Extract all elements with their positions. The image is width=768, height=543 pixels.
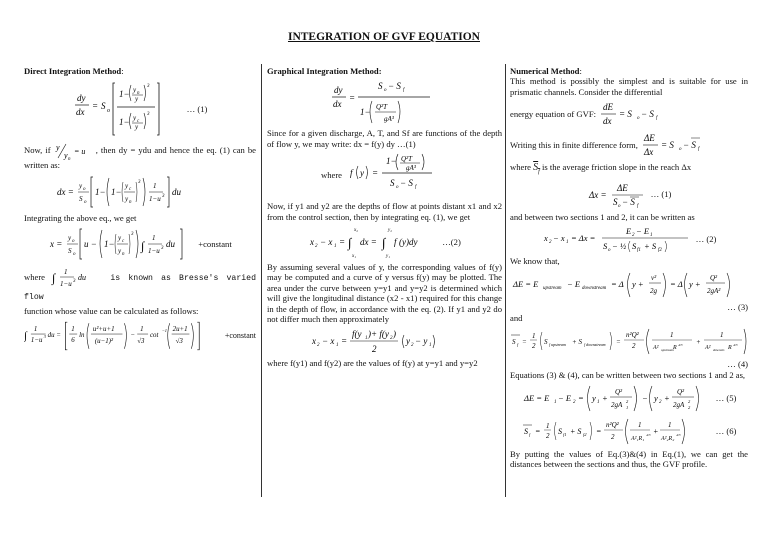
- avg-friction-slope: $S_f$: [533, 162, 540, 176]
- svg-text:y +: y +: [689, 279, 701, 290]
- svg-text:gA³: gA³: [383, 115, 394, 124]
- svg-text:2: 2: [389, 336, 392, 342]
- svg-text:c: c: [129, 186, 132, 192]
- svg-text:n²Q²: n²Q²: [605, 421, 619, 430]
- svg-text:1: 1: [33, 326, 38, 334]
- svg-text:R: R: [728, 345, 732, 352]
- svg-text:+ S: + S: [569, 427, 582, 437]
- heading-colon: :: [579, 66, 582, 76]
- svg-text:y: y: [591, 393, 596, 404]
- svg-text:dx: dx: [603, 116, 612, 127]
- svg-text:o: o: [617, 203, 621, 209]
- text: du and hence the eq. (1) can be written as:: [24, 145, 256, 171]
- svg-text:=: =: [534, 427, 541, 437]
- svg-text:x₁: x₁: [352, 254, 357, 260]
- svg-text:− ½: − ½: [611, 241, 626, 252]
- svg-text:1: 1: [720, 331, 724, 340]
- svg-text:6: 6: [71, 336, 75, 344]
- paragraph: [24, 265, 256, 303]
- paragraph: Equations (3) & (4), can be written between two sections 1 and 2 as,: [510, 369, 746, 380]
- svg-text:f2: f2: [582, 432, 587, 438]
- svg-text:y: y: [653, 393, 658, 404]
- svg-text:y: y: [63, 151, 68, 161]
- svg-text:1: 1: [637, 421, 642, 430]
- text: , then dy = y: [95, 145, 143, 156]
- svg-text:− x: − x: [321, 336, 334, 347]
- svg-text:y: y: [132, 86, 136, 95]
- svg-text:S: S: [612, 196, 618, 207]
- paragraph: and: [510, 312, 523, 323]
- svg-text:n²Q²: n²Q²: [626, 331, 639, 340]
- svg-text:=: =: [616, 338, 621, 347]
- svg-text:Q²T: Q²T: [401, 155, 413, 164]
- paragraph: Now, if y1 and y2 are the depths of flow at points distant x1 and x2 from the control section, then by integrating eq. (1), we get: [267, 201, 502, 222]
- text: Writing this in finite difference form,: [510, 140, 638, 151]
- svg-text:f: f: [517, 342, 519, 348]
- column-numerical-method: [510, 66, 748, 472]
- svg-text:4/3: 4/3: [675, 433, 681, 438]
- svg-text:1−: 1−: [111, 186, 122, 197]
- svg-text:x =: x =: [50, 239, 63, 250]
- svg-text:1−: 1−: [95, 186, 106, 197]
- svg-text:+: +: [652, 427, 659, 437]
- svg-text:o: o: [678, 147, 682, 153]
- svg-text:1−: 1−: [359, 107, 371, 118]
- svg-text:2gA: 2gA: [610, 401, 622, 410]
- svg-text:− x: − x: [320, 237, 333, 248]
- svg-text:− E: − E: [635, 226, 649, 237]
- svg-text:2: 2: [548, 240, 552, 246]
- svg-text:f: f: [697, 147, 700, 153]
- svg-text:dy: dy: [76, 93, 86, 104]
- svg-text:∫: ∫: [141, 239, 145, 254]
- svg-text:dy: dy: [333, 85, 342, 96]
- svg-text:2: 2: [610, 433, 615, 442]
- svg-text:− S: − S: [621, 196, 635, 207]
- svg-text:Δx: Δx: [643, 147, 654, 158]
- text: is known as Bresse's varied flow: [24, 274, 256, 303]
- svg-text:−: −: [130, 332, 135, 340]
- svg-text:3: 3: [131, 232, 134, 238]
- svg-text:S: S: [100, 101, 106, 112]
- svg-text:f(y: f(y: [351, 329, 361, 340]
- svg-text:S: S: [377, 81, 382, 92]
- svg-text:1−u: 1−u: [60, 280, 73, 289]
- svg-text:f: f: [394, 237, 397, 248]
- paragraph: By assuming several values of y, the corresponding values of f(y) may be computed and a curve of y versus f(y) may be plotted. The area under the curve between y=y1 and y=y2 is determined which will give the longitudinal distance (x2 - x1) required for this change in the depth of flow, in accordance with the eq. (2). If y1 and y2 do not differ much then approximately: [267, 262, 502, 325]
- svg-text:ΔE = E: ΔE = E: [513, 279, 539, 290]
- svg-text:n: n: [136, 91, 140, 97]
- svg-text:=: =: [577, 393, 584, 404]
- svg-text:1: 1: [64, 268, 68, 277]
- svg-text:o: o: [84, 199, 87, 205]
- where-label: where: [321, 170, 342, 181]
- svg-text:1: 1: [364, 336, 367, 342]
- svg-text:y: y: [360, 168, 364, 179]
- svg-text:1: 1: [71, 326, 75, 334]
- svg-text:1: 1: [625, 405, 628, 411]
- svg-text:S: S: [79, 194, 83, 203]
- svg-text:4/3: 4/3: [733, 343, 738, 348]
- svg-text:f upstream: f upstream: [549, 342, 566, 348]
- equation-num-2: [510, 225, 748, 253]
- svg-text:du: du: [166, 239, 176, 250]
- svg-text:A²: A²: [653, 345, 659, 352]
- svg-text:E: E: [625, 226, 631, 237]
- equation-num-5: [510, 383, 748, 413]
- equation-tag: … (3): [727, 302, 748, 313]
- svg-text:o: o: [637, 116, 640, 122]
- svg-text:Q²T: Q²T: [375, 103, 387, 112]
- svg-text:x: x: [311, 336, 316, 347]
- svg-text:ΔE: ΔE: [643, 133, 655, 144]
- svg-text:(y)dy: (y)dy: [399, 237, 418, 248]
- svg-text:y: y: [125, 181, 129, 190]
- constant-label: +constant: [198, 239, 232, 250]
- svg-text:1: 1: [670, 331, 674, 340]
- svg-text:o: o: [607, 248, 611, 254]
- svg-text:1: 1: [140, 326, 144, 334]
- text: is the average friction slope in the reach Δx: [541, 162, 692, 173]
- svg-text:− E: − E: [567, 279, 581, 290]
- text: Now, if: [24, 145, 51, 156]
- svg-text:+: +: [663, 393, 670, 404]
- svg-text:− x: − x: [552, 233, 565, 244]
- svg-text:R: R: [673, 345, 677, 352]
- svg-text:o: o: [396, 185, 399, 191]
- paragraph: Integrating the above eq., we get: [24, 212, 137, 223]
- svg-text:∫: ∫: [382, 235, 386, 251]
- column-direct-integration: [24, 66, 256, 356]
- svg-text:1−: 1−: [104, 239, 115, 250]
- svg-text:2: 2: [316, 343, 319, 349]
- svg-text:f: f: [656, 116, 658, 122]
- svg-text:− S: − S: [641, 109, 654, 120]
- paragraph: By putting the values of Eq.(3)&(4) in Eq.(1), we can get the distances between the sections and thus, the GVF profile.: [510, 449, 748, 470]
- equation-tag: … (5): [715, 392, 737, 403]
- svg-text:= S: = S: [660, 140, 674, 151]
- svg-text:2: 2: [410, 343, 413, 349]
- svg-text:1−u: 1−u: [30, 336, 43, 344]
- paragraph: [510, 162, 748, 177]
- svg-text:upstream: upstream: [543, 286, 562, 292]
- column-divider-1: [261, 64, 262, 497]
- svg-text:f1: f1: [562, 432, 567, 438]
- svg-text:√3: √3: [137, 337, 145, 345]
- paragraph: where f(y1) and f(y2) are the values of f(y) at y=y1 and y=y2: [267, 358, 478, 369]
- svg-text:dE: dE: [603, 102, 614, 113]
- svg-text:dx: dx: [332, 99, 341, 110]
- svg-text:v²: v²: [651, 274, 657, 283]
- svg-text:downstream: downstream: [582, 286, 607, 292]
- equation-tag: … (2): [695, 233, 717, 244]
- svg-text:o: o: [73, 252, 76, 258]
- svg-text:): ): [392, 329, 396, 340]
- svg-text:Q²: Q²: [710, 274, 718, 283]
- svg-text:y: y: [134, 123, 138, 132]
- svg-text:S: S: [390, 178, 395, 189]
- svg-text:dx =: dx =: [360, 237, 378, 248]
- equation-finite-diff: [510, 131, 748, 159]
- svg-text:+: +: [696, 338, 701, 347]
- svg-text:ΔE: ΔE: [616, 182, 628, 193]
- svg-text:y: y: [68, 234, 72, 243]
- svg-text:= Δ: = Δ: [670, 279, 683, 290]
- svg-text:− E: − E: [557, 393, 571, 404]
- svg-text:1: 1: [153, 181, 157, 190]
- svg-text:f: f: [415, 185, 417, 191]
- svg-text:S: S: [557, 427, 562, 437]
- svg-text:y: y: [79, 181, 83, 190]
- svg-text:3: 3: [43, 334, 46, 340]
- svg-text:y₂: y₂: [388, 228, 393, 234]
- svg-text:1: 1: [565, 240, 569, 246]
- equation-approx: [267, 327, 502, 355]
- svg-text:∫: ∫: [24, 329, 27, 342]
- svg-text:1−: 1−: [118, 117, 130, 128]
- numerical-method-heading: Numerical Method: [510, 66, 580, 76]
- svg-text:dx: dx: [75, 107, 85, 118]
- svg-text:u²+u+1: u²+u+1: [92, 326, 115, 334]
- svg-text:− S: − S: [400, 178, 413, 189]
- svg-text:2: 2: [658, 400, 662, 406]
- svg-text:Q²: Q²: [676, 388, 684, 397]
- svg-text:∫: ∫: [52, 271, 56, 286]
- svg-text:2: 2: [625, 399, 628, 405]
- svg-text:Q²: Q²: [614, 388, 622, 397]
- direct-method-heading: Direct Integration Method: [24, 66, 122, 76]
- svg-text:gA³: gA³: [406, 164, 416, 173]
- svg-text:+ S: + S: [643, 241, 656, 252]
- paragraph: [24, 142, 256, 170]
- svg-text:dx =: dx =: [57, 186, 74, 197]
- svg-text:y: y: [405, 336, 410, 347]
- svg-text:=: =: [339, 237, 346, 248]
- equation-2: [267, 225, 502, 259]
- svg-text:= Δ: = Δ: [611, 279, 624, 290]
- svg-text:downstr.: downstr.: [713, 348, 725, 353]
- svg-text:upstream: upstream: [661, 348, 674, 353]
- svg-text:du =: du =: [47, 332, 61, 340]
- equation-1: [24, 79, 256, 139]
- svg-text:f: f: [636, 203, 638, 209]
- svg-text:=: =: [522, 338, 527, 347]
- svg-text:=: =: [91, 101, 98, 112]
- svg-text:=: =: [372, 168, 379, 179]
- svg-text:du: du: [78, 273, 87, 283]
- column-divider-2: [505, 64, 506, 497]
- svg-text:x: x: [543, 233, 548, 244]
- svg-text:)+ f(y: )+ f(y: [367, 329, 389, 340]
- svg-text:3: 3: [161, 246, 164, 252]
- svg-text:4/3: 4/3: [678, 343, 683, 348]
- svg-text:S: S: [631, 241, 636, 252]
- svg-text:n: n: [129, 199, 132, 205]
- svg-text:n: n: [122, 252, 125, 258]
- svg-text:1−u: 1−u: [148, 247, 160, 256]
- svg-text:= S: = S: [619, 109, 632, 120]
- page-title: INTEGRATION OF GVF EQUATION: [287, 31, 480, 43]
- svg-text:1−u: 1−u: [149, 194, 161, 203]
- section-heading: [510, 66, 748, 76]
- svg-text:c: c: [122, 239, 125, 245]
- section-heading: [267, 66, 502, 76]
- paragraph: Since for a given discharge, A, T, and Sf are functions of the depth of flow y, we may write: dx = f(y) dy …(1): [267, 128, 502, 149]
- svg-text:1: 1: [545, 422, 550, 431]
- svg-text:x₂: x₂: [354, 228, 359, 234]
- svg-text:x: x: [310, 237, 315, 248]
- svg-text:cot: cot: [150, 332, 159, 340]
- paragraph: and between two sections 1 and 2, it can be written as: [510, 211, 695, 222]
- equation-tag: …(2): [442, 236, 461, 247]
- svg-text:y: y: [125, 194, 129, 203]
- heading-colon: :: [121, 66, 124, 76]
- equation-dx: [24, 174, 256, 210]
- svg-text:+ S: + S: [572, 338, 582, 347]
- svg-text:f: f: [402, 88, 404, 94]
- svg-text:1: 1: [596, 400, 600, 406]
- svg-text:2gA: 2gA: [672, 401, 684, 410]
- svg-text:1: 1: [553, 400, 557, 406]
- svg-text:3: 3: [162, 193, 165, 199]
- svg-text:1: 1: [152, 234, 156, 243]
- graphical-method-heading: Graphical Integration Method:: [267, 66, 382, 76]
- svg-text:=: =: [340, 336, 347, 347]
- equation-num-6: [510, 416, 748, 446]
- svg-text:∫: ∫: [348, 235, 352, 251]
- paragraph: This method is possibly the simplest and is suitable for use in prismatic channels. Consider the differential: [510, 76, 748, 97]
- equation-num-3: [510, 269, 748, 299]
- svg-text:Δx =: Δx =: [588, 189, 607, 200]
- svg-text:S: S: [523, 427, 528, 437]
- svg-text:(u−1)²: (u−1)²: [94, 337, 114, 345]
- svg-text:2gA²: 2gA²: [707, 287, 721, 296]
- equation-num-1: [510, 181, 748, 209]
- svg-text:o: o: [83, 186, 86, 192]
- text: where: [24, 272, 45, 283]
- svg-text:u −: u −: [84, 239, 98, 250]
- svg-text:y: y: [55, 143, 60, 153]
- svg-text:2: 2: [687, 399, 690, 405]
- svg-text:o: o: [106, 108, 110, 115]
- text: energy equation of GVF:: [510, 109, 597, 120]
- equation-fy: [267, 152, 502, 198]
- svg-text:2: 2: [371, 344, 376, 355]
- text: where: [510, 162, 531, 173]
- svg-text:1: 1: [335, 343, 338, 349]
- svg-text:1−: 1−: [386, 156, 397, 167]
- svg-text:f2: f2: [657, 248, 662, 254]
- svg-text:y: y: [118, 247, 122, 256]
- svg-text:3: 3: [146, 84, 150, 90]
- svg-text:2g: 2g: [650, 287, 657, 296]
- svg-text:A²₁R₁: A²₁R₁: [630, 436, 644, 443]
- equation-gvf: [510, 100, 748, 128]
- equation-tag: … (1): [186, 104, 208, 115]
- svg-text:= Δx =: = Δx =: [570, 233, 595, 244]
- svg-text:n: n: [67, 157, 71, 161]
- svg-text:−: −: [641, 393, 648, 404]
- svg-text:S: S: [544, 338, 548, 347]
- svg-text:3: 3: [146, 112, 150, 118]
- svg-text:4/3: 4/3: [645, 433, 651, 438]
- section-heading: [24, 66, 256, 76]
- svg-text:S: S: [512, 338, 516, 347]
- svg-text:− S: − S: [682, 140, 696, 151]
- svg-text:c: c: [136, 119, 139, 125]
- constant-label: +constant: [224, 330, 256, 340]
- svg-text:A²₂R₂: A²₂R₂: [660, 436, 674, 443]
- svg-text:du: du: [172, 186, 181, 197]
- svg-text:2: 2: [545, 432, 550, 441]
- svg-text:2: 2: [315, 244, 318, 250]
- svg-text:y₁: y₁: [386, 254, 391, 260]
- svg-text:1: 1: [649, 233, 653, 239]
- equation-tag-row: [510, 302, 748, 312]
- column-graphical-integration: [267, 66, 502, 371]
- svg-text:2: 2: [687, 405, 690, 411]
- svg-text:A²: A²: [705, 345, 711, 352]
- svg-text:= u: = u: [73, 147, 86, 157]
- svg-text:2u+1: 2u+1: [172, 326, 188, 334]
- svg-text:− S: − S: [387, 81, 401, 92]
- svg-text:y: y: [118, 234, 122, 243]
- equation-tag-row: [510, 359, 748, 369]
- equation-tag: … (4): [727, 359, 748, 370]
- equation-num-4: [510, 326, 748, 356]
- svg-text:2: 2: [631, 233, 635, 239]
- equation-x: [24, 226, 256, 262]
- svg-text:y: y: [132, 114, 136, 123]
- svg-text:f downstream: f downstream: [584, 342, 606, 348]
- svg-text:3: 3: [138, 179, 141, 185]
- svg-text:1: 1: [334, 244, 337, 250]
- svg-text:f: f: [528, 432, 530, 438]
- svg-text:y: y: [134, 95, 138, 104]
- svg-text:1−: 1−: [118, 89, 130, 100]
- svg-text:1: 1: [428, 343, 431, 349]
- svg-text:2: 2: [572, 400, 576, 406]
- svg-text:o: o: [383, 88, 386, 94]
- svg-text:+: +: [601, 393, 608, 404]
- svg-text:2: 2: [532, 342, 536, 351]
- svg-text:o: o: [72, 239, 75, 245]
- svg-text:3: 3: [73, 279, 76, 285]
- svg-text:S: S: [602, 241, 607, 252]
- svg-text:S: S: [68, 247, 72, 256]
- equation-dydx: [267, 79, 502, 125]
- paragraph: function whose value can be calculated as follows:: [24, 305, 199, 316]
- equation-bresse: [24, 319, 256, 353]
- equation-tag: … (1): [650, 189, 672, 200]
- svg-text:ΔE = E: ΔE = E: [523, 393, 549, 404]
- svg-text:=: =: [348, 93, 355, 104]
- svg-text:y +: y +: [632, 279, 644, 290]
- equation-tag: … (6): [715, 425, 737, 436]
- svg-text:2: 2: [632, 342, 636, 351]
- svg-text:f: f: [350, 168, 353, 179]
- svg-text:1: 1: [667, 421, 672, 430]
- svg-text:f1: f1: [636, 248, 641, 254]
- svg-text:−1: −1: [161, 328, 168, 334]
- svg-text:√3: √3: [175, 337, 183, 345]
- svg-text:− y: − y: [414, 336, 427, 347]
- svg-text:=: =: [595, 427, 602, 437]
- paragraph: We know that,: [510, 256, 560, 267]
- svg-text:ln: ln: [79, 332, 85, 340]
- svg-text:1: 1: [532, 332, 536, 341]
